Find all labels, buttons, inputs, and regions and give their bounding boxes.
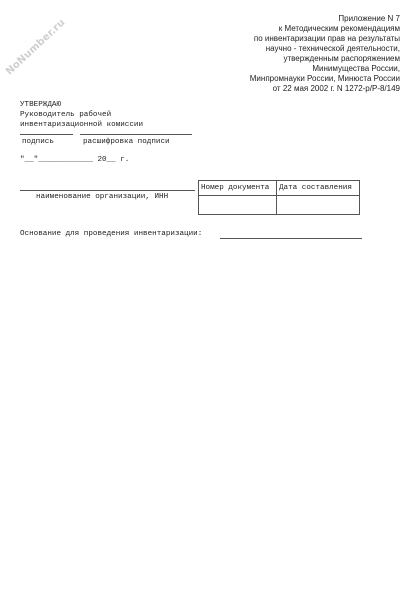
organization-label: наименование организации, ИНН: [36, 193, 169, 201]
basis-line[interactable]: [220, 238, 362, 239]
doc-number-header: Номер документа: [199, 181, 277, 196]
header-line: по инвентаризации прав на результаты: [253, 34, 400, 43]
approval-date-line[interactable]: "__"____________ 20__ г.: [20, 156, 130, 164]
header-line: научно - технической деятельности,: [265, 44, 400, 53]
organization-name-line[interactable]: [20, 190, 195, 191]
doc-date-cell[interactable]: [277, 196, 360, 215]
header-line: от 22 мая 2002 г. N 1272-р/Р-8/149: [272, 84, 400, 93]
doc-date-header: Дата составления: [277, 181, 360, 196]
approval-role-line2: инвентаризационной комиссии: [20, 121, 144, 129]
watermark: NoNumber.ru: [4, 17, 68, 78]
decoding-line[interactable]: [80, 134, 192, 135]
approval-role-line1: Руководитель рабочей: [20, 111, 112, 119]
header-line: к Методическим рекомендациям: [278, 24, 400, 33]
approval-title: УТВЕРЖДАЮ: [20, 101, 62, 109]
appendix-header: [180, 14, 400, 94]
header-line: утвержденным распоряжением: [283, 54, 400, 63]
header-line: Минимущества России,: [312, 64, 400, 73]
basis-label: Основание для проведения инвентаризации:: [20, 230, 203, 238]
signature-label: подпись: [22, 138, 54, 146]
header-line: Минпромнауки России, Минюста России: [249, 74, 400, 83]
decoding-label: расшифровка подписи: [83, 138, 170, 146]
signature-line[interactable]: [20, 134, 73, 135]
header-line: Приложение N 7: [338, 14, 400, 23]
document-info-table: [198, 180, 360, 215]
doc-number-cell[interactable]: [199, 196, 277, 215]
